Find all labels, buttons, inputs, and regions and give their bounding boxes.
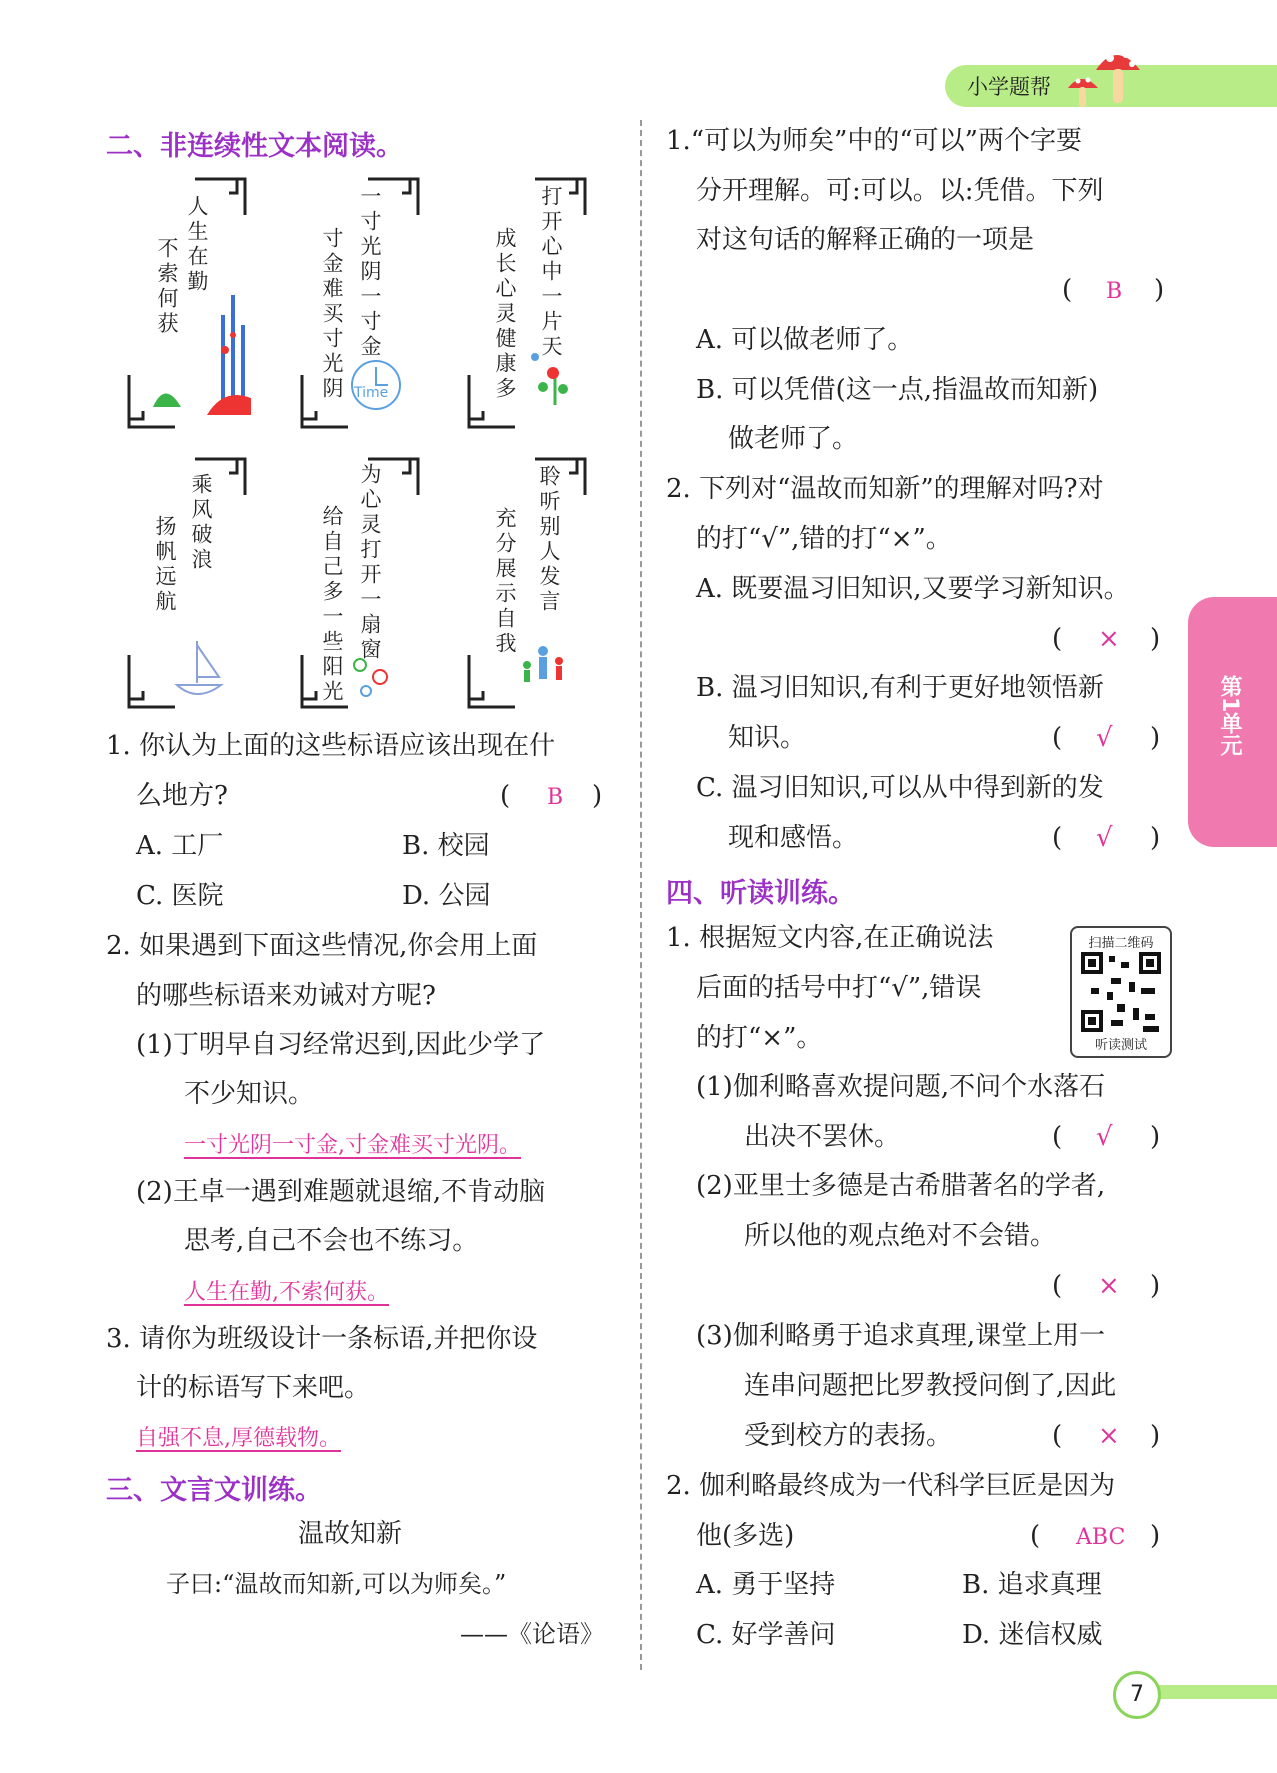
option[interactable]: A. 可以做老师了。 bbox=[696, 325, 914, 355]
question-text: 后面的括号中打“√”,错误 bbox=[696, 973, 982, 1003]
option[interactable]: D. 公园 bbox=[402, 881, 491, 911]
answer-paren: ) bbox=[1150, 823, 1161, 853]
question-text: 他(多选) bbox=[696, 1521, 795, 1551]
option: 做老师了。 bbox=[728, 424, 859, 454]
slogan-card bbox=[125, 175, 251, 430]
answer-paren: ( bbox=[1030, 1521, 1041, 1551]
statement: C. 温习旧知识,可以从中得到新的发 bbox=[696, 773, 1104, 803]
answer-paren: ( bbox=[1052, 1421, 1063, 1451]
slogan-line: 打开心中一片天 bbox=[539, 185, 563, 360]
family-icon bbox=[523, 646, 563, 682]
answer-paren: ( bbox=[1062, 275, 1073, 305]
question-text: 的打“×”。 bbox=[696, 1023, 823, 1053]
question-text: 1. 你认为上面的这些标语应该出现在什 bbox=[106, 731, 556, 761]
answer-paren: ) bbox=[592, 781, 603, 811]
fireworks-icon bbox=[354, 659, 387, 696]
question-text: 计的标语写下来吧。 bbox=[136, 1373, 371, 1403]
page-number: 7 bbox=[1113, 1671, 1161, 1719]
answer-paren: ( bbox=[1052, 823, 1063, 853]
slogan-card bbox=[465, 455, 591, 710]
answer-paren: ( bbox=[1052, 624, 1063, 654]
statement: 知识。 bbox=[728, 723, 807, 753]
question-text: 么地方? bbox=[136, 781, 228, 811]
section2-title: 二、非连续性文本阅读。 bbox=[106, 131, 403, 162]
sub-question: (2)亚里士多德是古希腊著名的学者, bbox=[696, 1171, 1106, 1201]
clock-label: Time bbox=[354, 385, 389, 401]
option[interactable]: A. 工厂 bbox=[136, 831, 224, 861]
answer-paren: ) bbox=[1150, 1521, 1161, 1551]
answer-value[interactable]: ABC bbox=[1076, 1525, 1126, 1550]
sailboat-icon bbox=[177, 641, 221, 694]
sub-question: 出决不罢休。 bbox=[744, 1122, 901, 1152]
answer-paren: ) bbox=[1150, 723, 1161, 753]
sub-question: 思考,自己不会也不练习。 bbox=[184, 1226, 479, 1256]
answer-value[interactable]: B bbox=[547, 785, 564, 810]
slogan-line: 为心灵打开一扇窗 bbox=[358, 463, 382, 663]
answer-paren: ) bbox=[1150, 624, 1161, 654]
option[interactable]: C. 医院 bbox=[136, 881, 224, 911]
answer-paren: ( bbox=[500, 781, 511, 811]
statement: A. 既要温习旧知识,又要学习新知识。 bbox=[696, 574, 1130, 604]
slogan-card bbox=[125, 455, 251, 710]
question-text: 的打“√”,错的打“×”。 bbox=[696, 524, 952, 554]
question-text: 对这句话的解释正确的一项是 bbox=[696, 225, 1035, 255]
sub-question: (2)王卓一遇到难题就退缩,不肯动脑 bbox=[136, 1177, 546, 1207]
sub-question: 受到校方的表扬。 bbox=[744, 1421, 953, 1451]
handwritten-answer[interactable]: 一寸光阴一寸金,寸金难买寸光阴。 bbox=[184, 1133, 521, 1158]
slogan-line: 成长心灵健康多 bbox=[493, 227, 517, 402]
slogan-line: 一寸光阴一寸金 bbox=[358, 185, 382, 360]
question-text: 2. 下列对“温故而知新”的理解对吗?对 bbox=[666, 474, 1104, 504]
flower-tree-icon bbox=[531, 353, 568, 405]
option[interactable]: C. 好学善问 bbox=[696, 1620, 836, 1650]
question-text: 分开理解。可:可以。以:凭借。下列 bbox=[696, 176, 1104, 206]
answer-paren: ( bbox=[1052, 1122, 1063, 1152]
option[interactable]: A. 勇于坚持 bbox=[696, 1570, 836, 1600]
slogan-card bbox=[465, 175, 591, 430]
slogan-card bbox=[298, 455, 424, 710]
sub-question: (1)丁明早自习经常迟到,因此少学了 bbox=[136, 1030, 546, 1060]
qr-code-icon bbox=[1081, 952, 1161, 1032]
sub-question: 不少知识。 bbox=[184, 1079, 315, 1109]
slogan-line: 乘风破浪 bbox=[189, 473, 213, 573]
answer-mark[interactable]: √ bbox=[1096, 823, 1113, 853]
question-text: 2. 伽利略最终成为一代科学巨匠是因为 bbox=[666, 1471, 1116, 1501]
slogan-line: 寸金难买寸光阴 bbox=[320, 227, 344, 402]
unit-tab[interactable] bbox=[1188, 597, 1277, 847]
slogan-line: 人生在勤 bbox=[185, 195, 209, 295]
question-text: 3. 请你为班级设计一条标语,并把你设 bbox=[106, 1324, 538, 1354]
page-bar bbox=[1150, 1685, 1277, 1699]
option[interactable]: D. 迷信权威 bbox=[962, 1620, 1103, 1650]
answer-paren: ) bbox=[1150, 1421, 1161, 1451]
option[interactable]: B. 校园 bbox=[402, 831, 490, 861]
handwritten-answer[interactable]: 自强不息,厚德载物。 bbox=[136, 1426, 341, 1451]
question-text: 1.“可以为师矣”中的“可以”两个字要 bbox=[666, 126, 1082, 156]
section3-title: 三、文言文训练。 bbox=[106, 1475, 322, 1506]
question-text: 的哪些标语来劝诫对方呢? bbox=[136, 981, 436, 1011]
sub-question: 连串问题把比罗教授问倒了,因此 bbox=[744, 1371, 1117, 1401]
answer-mark[interactable]: × bbox=[1098, 1421, 1120, 1451]
slogan-line: 给自己多一些阳光 bbox=[320, 505, 344, 705]
sub-question: 所以他的观点绝对不会错。 bbox=[744, 1221, 1057, 1251]
answer-paren: ) bbox=[1150, 1271, 1161, 1301]
answer-mark[interactable]: × bbox=[1098, 1271, 1120, 1301]
qr-code[interactable] bbox=[1070, 926, 1172, 1058]
statement: B. 温习旧知识,有利于更好地领悟新 bbox=[696, 673, 1104, 703]
answer-mark[interactable]: √ bbox=[1096, 723, 1113, 753]
answer-mark[interactable]: √ bbox=[1096, 1122, 1113, 1152]
handwritten-answer[interactable]: 人生在勤,不索何获。 bbox=[184, 1280, 389, 1305]
option[interactable]: B. 追求真理 bbox=[962, 1570, 1102, 1600]
answer-mark[interactable]: × bbox=[1098, 624, 1120, 654]
brand-label: 小学题帮 bbox=[967, 75, 1051, 99]
answer-value[interactable]: B bbox=[1106, 279, 1123, 304]
question-text: 1. 根据短文内容,在正确说法 bbox=[666, 923, 994, 953]
question-text: 2. 如果遇到下面这些情况,你会用上面 bbox=[106, 931, 538, 961]
classical-title: 温故知新 bbox=[298, 1519, 403, 1549]
qr-top-label: 扫描二维码 bbox=[1088, 936, 1154, 951]
section4-title: 四、听读训练。 bbox=[666, 878, 855, 909]
answer-paren: ) bbox=[1154, 275, 1165, 305]
slogan-line: 充分展示自我 bbox=[493, 507, 517, 657]
classical-text: 子曰:“温故而知新,可以为师矣。” bbox=[166, 1570, 507, 1598]
slogan-line: 聆听别人发言 bbox=[537, 465, 561, 615]
answer-paren: ( bbox=[1052, 723, 1063, 753]
sub-question: (1)伽利略喜欢提问题,不问个水落石 bbox=[696, 1072, 1106, 1102]
statement: 现和感悟。 bbox=[728, 823, 859, 853]
answer-paren: ( bbox=[1052, 1271, 1063, 1301]
answer-paren: ) bbox=[1150, 1122, 1161, 1152]
classical-source: ——《论语》 bbox=[460, 1620, 604, 1648]
mushroom-icon bbox=[1060, 40, 1146, 114]
option[interactable]: B. 可以凭借(这一点,指温故而知新) bbox=[696, 375, 1099, 405]
slogan-card bbox=[298, 175, 424, 430]
qr-bottom-label: 听读测试 bbox=[1094, 1038, 1147, 1053]
column-divider bbox=[640, 120, 642, 1670]
slogan-line: 扬帆远航 bbox=[153, 515, 177, 615]
slogan-line: 不索何获 bbox=[155, 237, 179, 337]
unit-tab-label: 第1单元 bbox=[1217, 675, 1242, 757]
sub-question: (3)伽利略勇于追求真理,课堂上用一 bbox=[696, 1321, 1106, 1351]
